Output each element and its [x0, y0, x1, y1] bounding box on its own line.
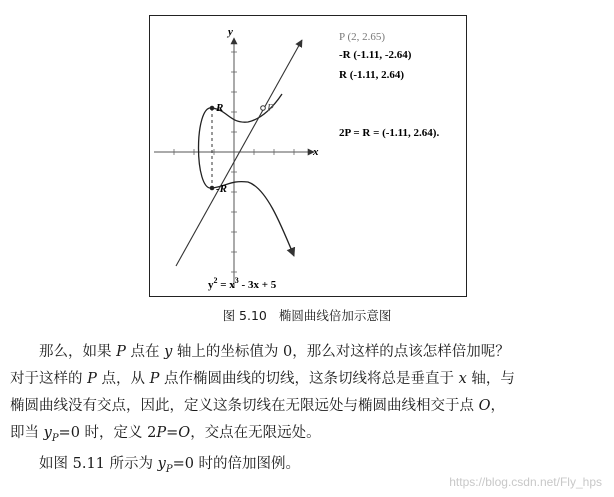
- paragraph-1-line-1: 那么，如果 P 点在 y 轴上的坐标值为 0，那么对这样的点该怎样倍加呢？: [39, 344, 510, 360]
- curve-equation: $y^2 = x^3 - 3x + 5$: [208, 276, 277, 291]
- point-p-label: P: [267, 102, 274, 114]
- figure-number: 图 5.10: [222, 308, 267, 323]
- paragraph-2-line-1: 如图 5.11 所示为 $y_P=0$ 时的倍加图例。: [39, 456, 301, 475]
- figure-caption: [0, 306, 614, 324]
- body-paragraph-1: [10, 339, 610, 452]
- r-coordinate-text: R (-1.11, 2.64): [339, 69, 405, 81]
- neg-r-coordinate-text: -R (-1.11, -2.64): [339, 49, 412, 61]
- doubling-result-text: 2P = R = (-1.11, 2.64).: [339, 127, 440, 139]
- tangent-line: [176, 40, 302, 266]
- paragraph-1-line-3: 椭圆曲线没有交点，因此，定义这条切线在无限远处与椭圆曲线相交于点 O，: [10, 398, 505, 414]
- y-axis-label: y: [228, 26, 233, 38]
- figure-title: 椭圆曲线倍加示意图: [278, 308, 392, 323]
- paragraph-1-line-2: 对于这样的 P 点，从 P 点作椭圆曲线的切线，这条切线将总是垂直于 x 轴，与: [10, 371, 515, 387]
- watermark: https://blog.csdn.net/Fly_hps: [449, 475, 602, 489]
- paragraph-1-line-4: 即当 $y_P=0$ 时，定义 2P=O，交点在无限远处。: [10, 425, 321, 444]
- elliptic-curve-plot: [150, 16, 468, 298]
- point-r-label: R: [216, 102, 224, 114]
- point-p: [261, 106, 266, 111]
- p-coordinate-text: P (2, 2.65): [339, 31, 386, 43]
- point-r: [210, 106, 215, 111]
- point-neg-r: [210, 186, 215, 191]
- curve-left-loop: [199, 108, 213, 188]
- point-neg-r-label: -R: [216, 183, 227, 195]
- elliptic-curve-figure: [149, 15, 467, 297]
- x-axis-label: x: [313, 146, 319, 158]
